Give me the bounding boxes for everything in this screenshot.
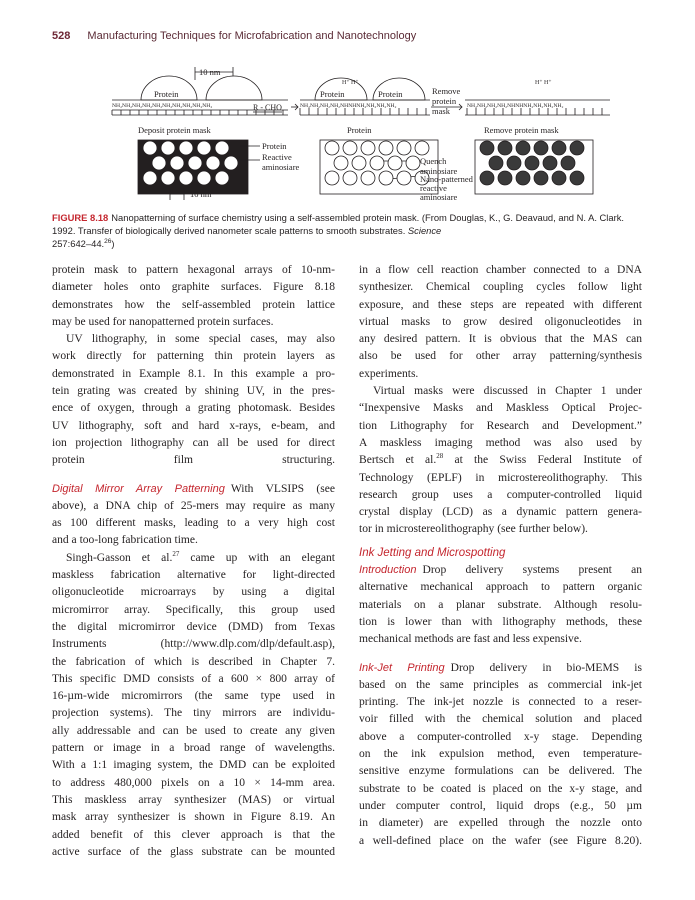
- label-r-cho: R - CHO: [253, 103, 282, 112]
- caption-ref: 26: [104, 237, 112, 245]
- label-remove-protein-mask: Remove protein mask: [484, 125, 559, 135]
- left-column: [52, 262, 335, 861]
- label-protein-legend: Protein: [262, 141, 287, 151]
- label-nano-patterned: Nano-patterned: [420, 174, 473, 184]
- label-10nm-bottom: 10 nm: [190, 189, 212, 199]
- label-remove-protein-mask-3: mask: [432, 106, 450, 116]
- label-reactive-2: reactive: [420, 183, 447, 193]
- label-h-h-2: H⁺ H⁺: [535, 80, 552, 86]
- surface-groups-1: NH₂NH₂NH₂NH₂NH₂NH₂NH₂NH₂NH₂NH₂: [112, 103, 213, 109]
- label-protein-bottom: Protein: [347, 125, 372, 135]
- caption-citation: 257:642–44.: [52, 238, 105, 249]
- right-column: [359, 262, 642, 850]
- surface-groups-2: NH₂NH₂NH₂NH₂NHNHNH₂NH₂NH₂NH₂: [300, 103, 397, 109]
- page-number: 528: [52, 30, 71, 42]
- paragraph: Digital Mirror Array Patterning With VLSIPS (see above), a DNA chip of 25-mers may require as many as 100 different masks, leading to a very high cost and a too-long fabrication time.: [52, 482, 335, 547]
- subheading-introduction: Introduction: [359, 564, 417, 577]
- label-protein-3: Protein: [378, 89, 403, 99]
- label-protein-2: Protein: [320, 89, 345, 99]
- label-reactive: Reactive: [262, 152, 292, 162]
- label-aminosiare-3: aminosiare: [420, 192, 458, 202]
- surface-groups-3: NH₂NH₂NH₂NH₂NHNHNH₂NH₂NH₂NH₂: [467, 103, 564, 109]
- section-heading-ink-jetting: Ink Jetting and Microspotting: [359, 546, 506, 559]
- figure-8-18-diagram: [110, 60, 630, 210]
- label-10nm-top: 10 nm: [199, 67, 221, 77]
- caption-text: Nanopatterning of surface chemistry using a self-assembled protein mask. (From Douglas, K., G. Deavaud, and N. A. Clark. 1992. Transfer of biologically derived nanometer scale patterns to smooth substrates.: [52, 212, 625, 236]
- label-aminosiare-2: aminosiare: [420, 166, 458, 176]
- subheading-digital-mirror: Digital Mirror Array Patterning: [52, 482, 225, 495]
- paragraph: protein mask to pattern hexagonal arrays of 10-nm- diameter holes onto graphite surfaces. Figure 8.18 demonstrates how the self-assembled protein lattice may be used for nanopatterned protein surfaces.: [52, 264, 335, 328]
- label-h-h-1: H⁺ H⁺: [342, 80, 359, 86]
- subheading-ink-jet-printing: Ink-Jet Printing: [359, 661, 445, 674]
- label-deposit-protein-mask: Deposit protein mask: [138, 125, 211, 135]
- paragraph: in a flow cell reaction chamber connected to a DNA synthesizer. Chemical coupling cycles follow light exposure, and these steps are repeated with different virtual masks to grow desired oligonucleotides in any desired pattern. It is obvious that the MAS can also be used for other array patterning/synthesis experiments.: [359, 264, 642, 380]
- running-header: [52, 30, 416, 46]
- figure-caption: FIGURE 8.18 Nanopatterning of surface chemistry using a self-assembled protein mask. (From Douglas, K., G. Deavaud, and N. A. Clark. 1992. Transfer of biologically derived nanometer scale patterns to smooth substrates. Science 257:642–44.26): [52, 212, 625, 249]
- paragraph: Virtual masks were discussed in Chapter 1 under “Inexpensive Masks and Maskless Optical Projec- tion Lithography for Research and Development.” A maskless imaging method was also used by Bertsch et al.$^{28}$ at the Swiss Federal Institute of Technology (EPLF) in microstereolithography. This research group uses a computer-controlled liquid crystal display (LCD) as a dynamic pattern genera- tor in microstereolithography (see further below).: [359, 385, 642, 536]
- figure-number: FIGURE 8.18: [52, 212, 109, 223]
- paragraph: Introduction Drop delivery systems present an alternative mechanical approach to pattern organic materials on a planar substrate. Although resolu- tion is lower than with lithography methods, these mechanical methods are fast and less expensive.: [359, 564, 642, 646]
- paragraph: Ink-Jet Printing Drop delivery in bio-MEMS is based on the same principles as commercial ink-jet printing. The ink-jet nozzle is connected to a reser- voir filled with the chemical solution and placed above a computer-controlled x-y stage. Depending on the ink expulsion method, even temperature- sensitive enzyme formulations can be delivered. The substrate to be coated is placed on the x-y stage, and under computer control, liquid drops (e.g., 50 µm in diameter) are expelled through the nozzle onto a well-defined place on the wafer (see Figure 8.20).: [359, 661, 642, 847]
- label-protein-1: Protein: [154, 89, 179, 99]
- label-remove-protein-mask-1: Remove: [432, 86, 461, 96]
- paragraph: UV lithography, in some special cases, may also work directly for patterning thin protein layers as demonstrated in Example 8.1. In this example a pro- tein grating was created by shining UV, in the pres- ence of oxygen, through a grating photomask. Besides UV lithography, soft and hard x-rays, e-beam, and ion projection lithography can all be used for direct protein film structuring.: [52, 333, 335, 467]
- label-remove-protein-mask-2: protein: [432, 96, 457, 106]
- label-quench: Quench: [420, 156, 447, 166]
- label-aminosiare-1: aminosiare: [262, 162, 300, 172]
- caption-journal: Science: [407, 225, 442, 236]
- running-title: Manufacturing Techniques for Microfabrication and Nanotechnology: [87, 30, 417, 42]
- paragraph: Singh-Gasson et al.$^{27}$ came up with an elegant maskless fabrication alternative for light-directed oligonucleotide microarrays by using a digital micromirror array. Specifically, this group used the digital micromirror device (DMD) from Texas Instruments (http://www.dlp.com/dlp/default.asp), the fabrication of which is described in Chapter 7. This specific DMD consists of a 600 × 800 array of 16-µm-wide micromirrors (the same type used in projection systems). The tiny mirrors are individu- ally addressable and can be used to create any given pattern or image in a broad range of wavelengths. With a 1:1 imaging system, the DMD can be exploited to address 480,000 pixels on a 10 × 14-mm area. This maskless array synthesizer (MAS) or virtual mask array synthesizer is shown in Figure 8.19. An added benefit of this clever approach is that the active surface of the glass substrate can be mounted: [52, 549, 335, 858]
